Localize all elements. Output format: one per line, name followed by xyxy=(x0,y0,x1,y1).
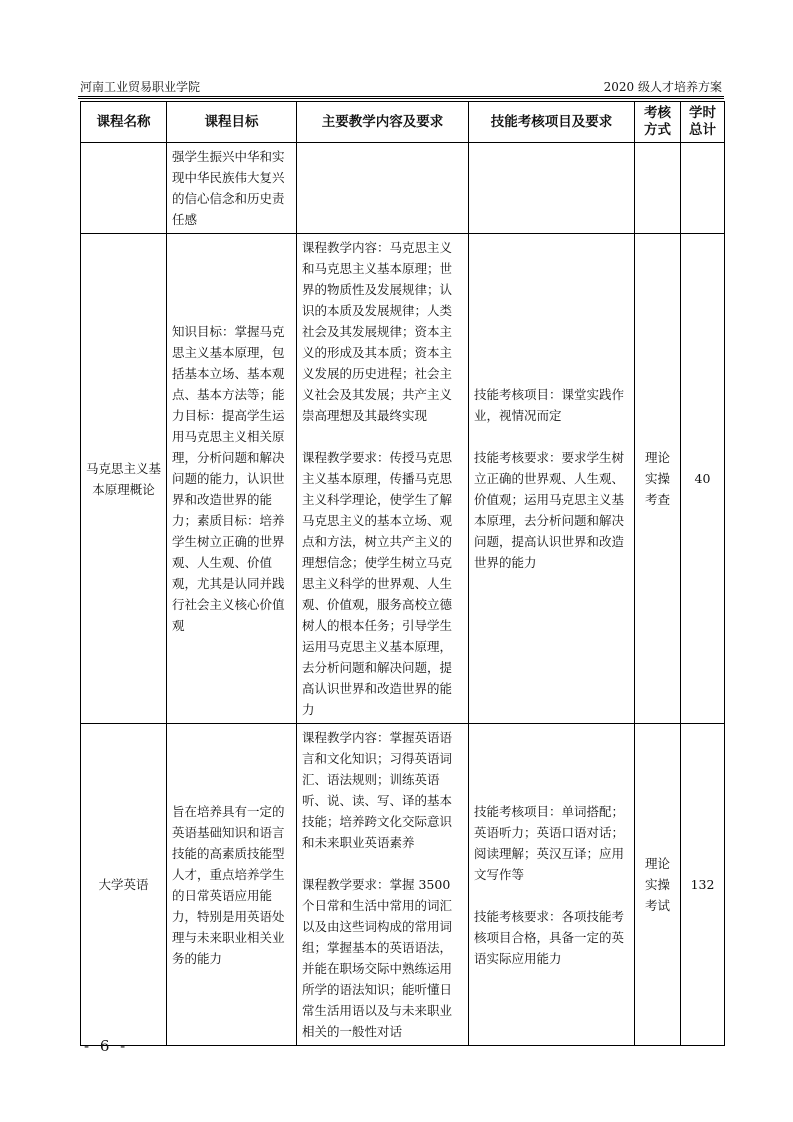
table-row xyxy=(81,143,725,234)
content-paragraph: 课程教学内容：掌握英语语言和文化知识；习得英语词汇、语法规则；训练英语听、说、读、写、译的基本技能；培养跨文化交际意识和未来职业英语素养 xyxy=(302,730,453,850)
skill-cell xyxy=(469,143,635,234)
course-name-cell xyxy=(81,143,167,234)
exam-cell: 理论实操考试 xyxy=(635,724,681,1046)
col-header-content: 主要教学内容及要求 xyxy=(297,102,469,143)
table-header-row xyxy=(81,102,725,143)
exam-cell: 理论实操考查 xyxy=(635,234,681,724)
col-header-course-goal: 课程目标 xyxy=(167,102,297,143)
content-paragraph: 课程教学要求：传授马克思主义基本原理，传播马克思主义科学理论，使学生了解马克思主义的基本立场、观点和方法，树立共产主义的理想信念；使学生树立马克思主义科学的世界观、人生观、价值观，服务高校立德树人的根本任务；引导学生运用马克思主义基本原理，去分析问题和解决问题，提高认识世界和改造世界的能力 xyxy=(302,450,453,717)
hours-cell: 40 xyxy=(681,234,725,724)
content-cell xyxy=(297,234,469,724)
hours-cell: 132 xyxy=(681,724,725,1046)
course-goal-cell: 旨在培养具有一定的英语基础知识和语言技能的高素质技能型人才，重点培养学生的日常英语应用能力，特别是用英语处理与未来职业相关业务的能力 xyxy=(167,724,297,1046)
skill-paragraph: 技能考核要求：要求学生树立正确的世界观、人生观、价值观；运用马克思主义基本原理，去分析问题和解决问题，提高认识世界和改造世界的能力 xyxy=(474,450,625,570)
content-paragraph: 课程教学内容：马克思主义和马克思主义基本原理；世界的物质性及发展规律；认识的本质及发展规律；人类社会及其发展规律；资本主义的形成及其本质；资本主义发展的历史进程；社会主义社会及其发展；共产主义崇高理想及其最终实现 xyxy=(302,240,453,423)
table-row xyxy=(81,234,725,724)
col-header-course-name: 课程名称 xyxy=(81,102,167,143)
col-header-exam: 考核方式 xyxy=(635,102,681,143)
page-header xyxy=(78,78,724,97)
course-name-cell: 马克思主义基本原理概论 xyxy=(81,234,167,724)
skill-paragraph: 技能考核要求：各项技能考核项目合格，具备一定的英语实际应用能力 xyxy=(474,908,625,966)
course-name-cell: 大学英语 xyxy=(81,724,167,1046)
course-goal-cell: 强学生振兴中华和实现中华民族伟大复兴的信心信念和历史责任感 xyxy=(167,143,297,234)
col-header-hours: 学时总计 xyxy=(681,102,725,143)
content-cell xyxy=(297,143,469,234)
content-paragraph: 课程教学要求：掌握 3500 个日常和生活中常用的词汇以及由这些词构成的常用词组；掌握基本的英语语法，并能在职场交际中熟练运用所学的语法知识；能听懂日常生活用语以及与未来职业相关的一般性对话 xyxy=(302,877,453,1039)
course-goal-cell: 知识目标：掌握马克思主义基本原理，包括基本立场、基本观点、基本方法等；能力目标：提高学生运用马克思主义相关原理，分析问题和解决问题的能力，认识世界和改造世界的能力；素质目标：培养学生树立正确的世界观、人生观、价值观，尤其是认同并践行社会主义核心价值观 xyxy=(167,234,297,724)
skill-paragraph: 技能考核项目：课堂实践作业，视情况而定 xyxy=(474,387,625,423)
header-divider xyxy=(78,98,724,99)
skill-paragraph: 技能考核项目：单词搭配；英语听力；英语口语对话；阅读理解；英汉互译；应用文写作等 xyxy=(474,803,625,882)
skill-cell xyxy=(469,724,635,1046)
header-school-name: 河南工业贸易职业学院 xyxy=(80,80,201,94)
exam-cell xyxy=(635,143,681,234)
hours-cell xyxy=(681,143,725,234)
header-plan-title: 2020 级人才培养方案 xyxy=(603,80,722,94)
skill-cell xyxy=(469,234,635,724)
table-row xyxy=(81,724,725,1046)
content-cell xyxy=(297,724,469,1046)
col-header-skill: 技能考核项目及要求 xyxy=(469,102,635,143)
page-number: - 6 - xyxy=(84,1037,129,1055)
curriculum-table xyxy=(80,101,725,1046)
